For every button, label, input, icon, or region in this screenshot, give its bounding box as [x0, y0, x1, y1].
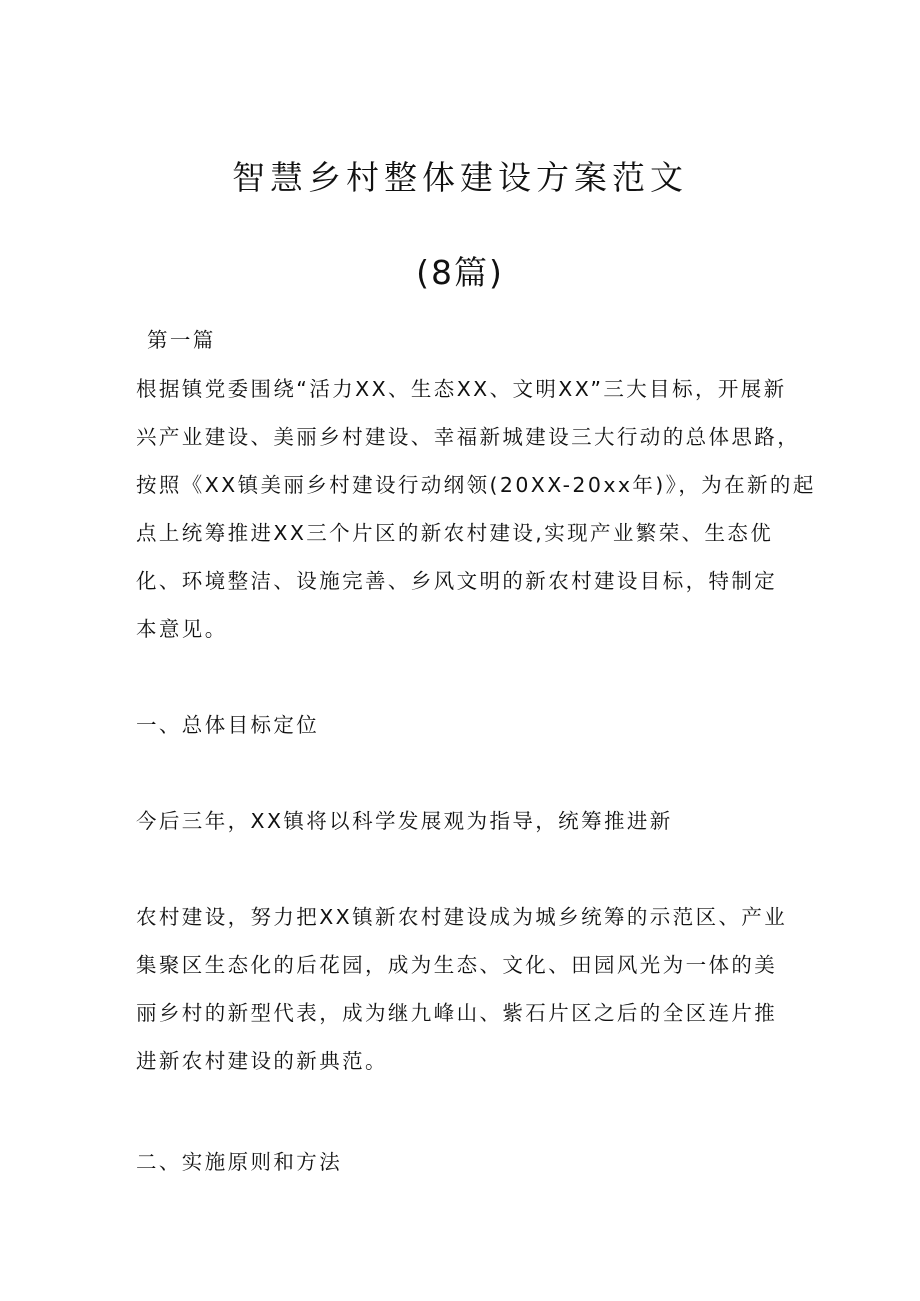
text-line: 农村建设，努力把XX镇新农村建设成为城乡统筹的示范区、产业	[136, 905, 788, 929]
text-line: 按照《XX镇美丽乡村建设行动纲领(20XX-20xx年)》，为在新的起	[136, 473, 816, 497]
document-subtitle: (8篇)	[416, 253, 504, 292]
goal-paragraph	[136, 893, 796, 1085]
heading-principles: 二、实施原则和方法	[136, 1150, 343, 1174]
text-line: 根据镇党委围绕“活力XX、生态XX、文明XX”三大目标，开展新	[136, 377, 787, 401]
text-line: 兴产业建设、美丽乡村建设、幸福新城建设三大行动的总体思路，	[136, 425, 801, 449]
text-line: 化、环境整洁、设施完善、乡风文明的新农村建设目标，特制定	[136, 569, 778, 593]
intro-paragraph	[136, 365, 816, 653]
text-line: 集聚区生态化的后花园，成为生态、文化、田园风光为一体的美	[136, 953, 778, 977]
section-label: 第一篇	[147, 328, 216, 352]
text-line: 丽乡村的新型代表，成为继九峰山、紫石片区之后的全区连片推	[136, 1001, 778, 1025]
goal-sentence: 今后三年，XX镇将以科学发展观为指导，统筹推进新	[136, 809, 673, 833]
text-line: 点上统筹推进XX三个片区的新农村建设,实现产业繁荣、生态优	[136, 521, 774, 545]
heading-overall-goal: 一、总体目标定位	[136, 713, 320, 737]
text-line: 本意见。	[136, 617, 228, 641]
text-line: 进新农村建设的新典范。	[136, 1049, 388, 1073]
document-title: 智慧乡村整体建设方案范文	[232, 158, 688, 197]
